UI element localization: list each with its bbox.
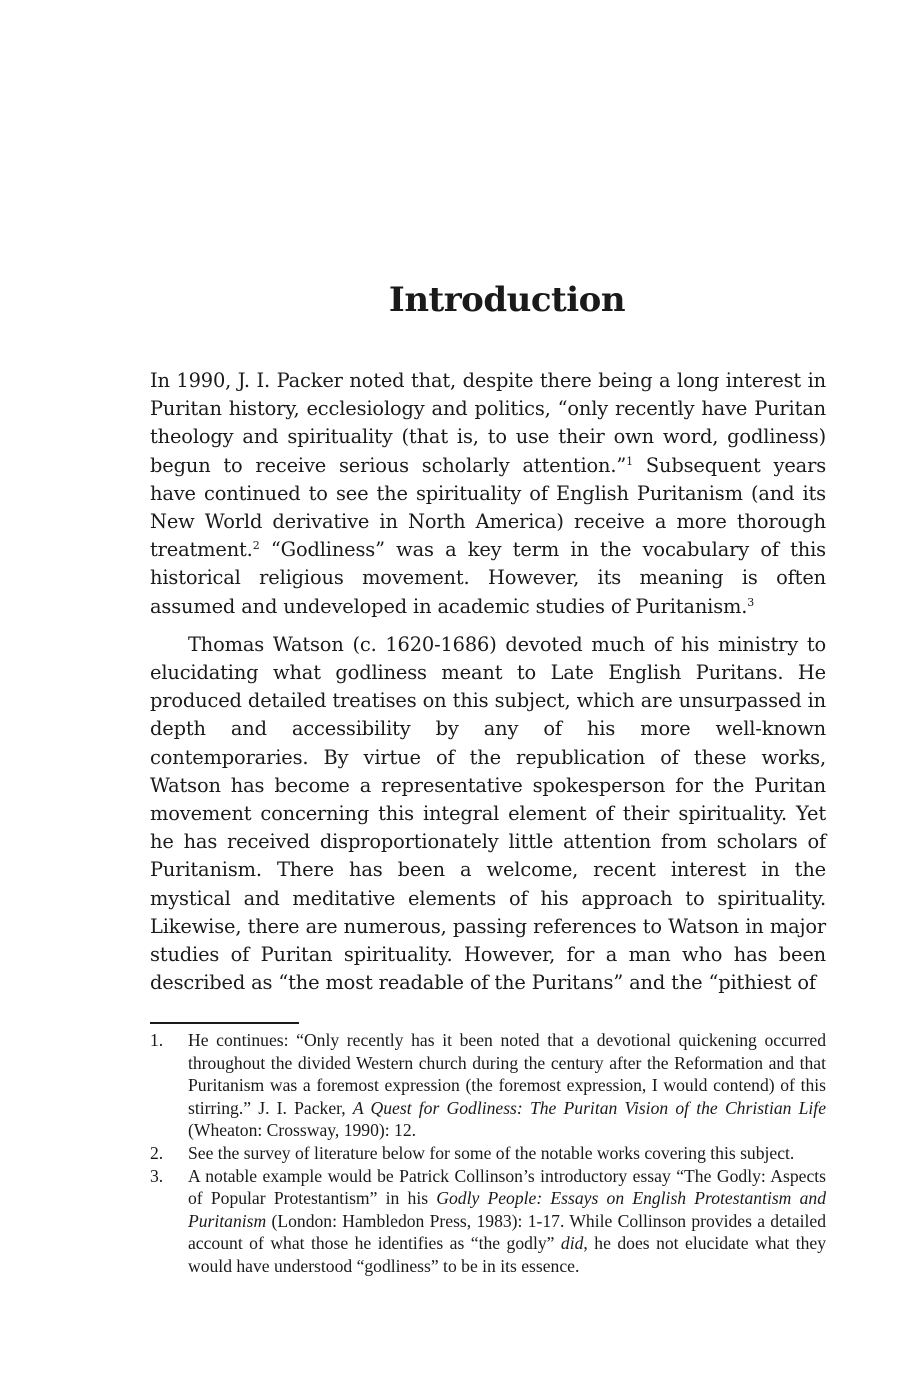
footnote-item bbox=[150, 1142, 826, 1165]
page-title: Introduction bbox=[388, 280, 626, 320]
paragraph-1-part-c: “Godliness” was a key term in the vocabulary of this historical religious movement. However, its meaning is often assumed and undeveloped in academic studies of Puritanism. bbox=[150, 538, 826, 618]
footnote-item bbox=[150, 1029, 826, 1142]
footnote-book-title: Godly People: Essays on English Protestantism and Puritanism bbox=[188, 1188, 826, 1231]
footnote-text: See the survey of literature below for some of the notable works covering this subject. bbox=[188, 1142, 795, 1163]
body-text bbox=[150, 367, 826, 997]
footnote-text: , he does not elucidate what they would have understood “godliness” to be in its essence. bbox=[188, 1233, 826, 1276]
footnote-divider bbox=[150, 1022, 299, 1024]
footnote-ref-3[interactable]: 3 bbox=[747, 595, 755, 609]
footnote-ref-2[interactable]: 2 bbox=[252, 539, 260, 553]
footnote-text: A notable example would be Patrick Collinson’s introductory essay “The Godly: Aspects of Popular Protestantism” in his bbox=[188, 1165, 826, 1209]
footnote-ref-1[interactable]: 1 bbox=[626, 454, 634, 468]
footnote-book-title: A Quest for Godliness: The Puritan Vision of the Christian Life bbox=[352, 1097, 826, 1118]
paragraph-1 bbox=[150, 367, 826, 621]
paragraph-1-part-b: Subsequent years have continued to see the spirituality of English Puritanism (and its New World derivative in North America) receive a more thorough treatment. bbox=[150, 453, 826, 562]
paragraph-1-part-a: In 1990, J. I. Packer noted that, despite there being a long interest in Puritan history, ecclesiology and politics, “only recently have Puritan theology and spirituality (that is, to use their own word, godliness) begun to receive serious scholarly attention.” bbox=[150, 369, 826, 477]
footnote-emphasis: did bbox=[560, 1233, 584, 1254]
footnote-number: 2. bbox=[150, 1142, 164, 1163]
footnote-text: (London: Hambledon Press, 1983): 1-17. While Collinson provides a detailed account of what those he identifies as “the godly” bbox=[188, 1210, 826, 1254]
footnotes-list bbox=[150, 1029, 826, 1278]
footnote-text: (Wheaton: Crossway, 1990): 12. bbox=[188, 1120, 417, 1141]
footnote-number: 3. bbox=[150, 1165, 164, 1186]
footnote-text: He continues: “Only recently has it been noted that a devotional quickening occurred throughout the divided Western church during the century after the Reformation and that Puritanism was a foremost expression (the foremost expression, I would contend) of this stirring.” J. I. Packer, bbox=[188, 1030, 826, 1118]
paragraph-2: Thomas Watson (c. 1620-1686) devoted much of his ministry to elucidating what godliness meant to Late English Puritans. He produced detailed treatises on this subject, which are unsurpassed in depth and accessibility by any of his more well-known contemporaries. By virtue of the republication of these works, Watson has become a representative spokesperson for the Puritan movement concerning this integral element of their spirituality. Yet he has received disproportionately little attention from scholars of Puritanism. There has been a welcome, recent interest in the mystical and meditative elements of his approach to spirituality. Likewise, there are numerous, passing references to Watson in major studies of Puritan spirituality. However, for a man who has been described as “the most readable of the Puritans” and the “pithiest of bbox=[150, 632, 826, 995]
footnote-number: 1. bbox=[150, 1030, 164, 1050]
footnote-item bbox=[150, 1165, 826, 1278]
